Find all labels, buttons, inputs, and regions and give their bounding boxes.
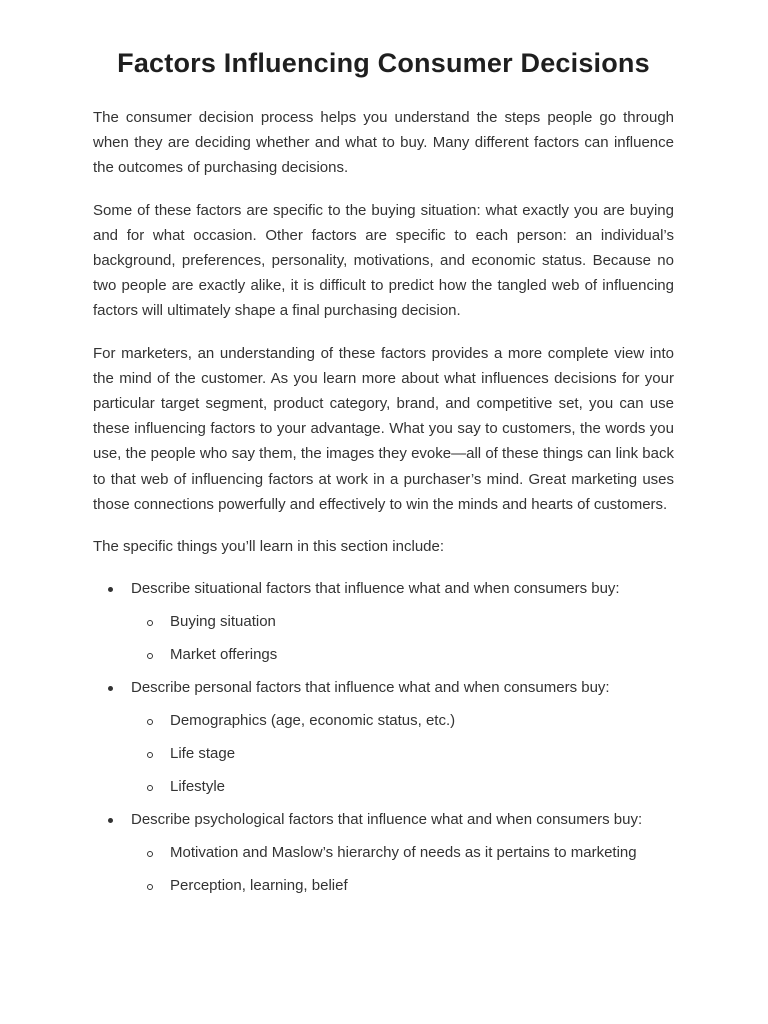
sublist-item-label: Perception, learning, belief [170, 877, 348, 895]
circle-bullet-icon [147, 719, 153, 725]
sublist [131, 708, 674, 799]
factors-paragraph: Some of these factors are specific to the buying situation: what exactly you are buying and for what occasion. Other factors are specific to each person: an individual’s background, preferences, personality, motivations, and economic status. Because no two people are exactly alike, it is difficult to predict how the tangled web of influencing factors will ultimately shape a final purchasing decision. [93, 201, 674, 320]
sublist-item [131, 741, 674, 766]
sublist-item [131, 708, 674, 733]
bullet-icon [108, 818, 113, 823]
list-item-personal-factors [93, 675, 674, 799]
circle-bullet-icon [147, 785, 153, 791]
circle-bullet-icon [147, 851, 153, 857]
sublist-item-label: Lifestyle [170, 778, 226, 796]
sublist-item [131, 873, 674, 898]
section-intro-paragraph: The specific things you’ll learn in this section include: [93, 538, 445, 556]
sublist-item-label: Demographics (age, economic status, etc.) [170, 712, 456, 730]
circle-bullet-icon [147, 752, 153, 758]
list-item-psychological-factors [93, 807, 674, 898]
sublist [131, 609, 674, 667]
circle-bullet-icon [147, 653, 153, 659]
learning-objectives-list [93, 576, 674, 898]
sublist-item-label: Buying situation [170, 613, 276, 631]
list-item-label: Describe psychological factors that influence what and when consumers buy: [131, 811, 643, 829]
sublist-item-label: Motivation and Maslow’s hierarchy of needs as it pertains to marketing [170, 844, 637, 862]
sublist [131, 840, 674, 898]
circle-bullet-icon [147, 884, 153, 890]
marketers-paragraph: For marketers, an understanding of these factors provides a more complete view into the mind of the customer. As you learn more about what influences decisions for your particular target segment, product category, brand, and competitive set, you can use these influencing factors to your advantage. What you say to customers, the words you use, the people who say them, the images they evoke—all of these things can link back to that web of influencing factors at work in a purchaser’s mind. Great marketing uses those connections powerfully and effectively to win the minds and hearts of customers. [93, 344, 674, 513]
sublist-item [131, 774, 674, 799]
sublist-item-label: Market offerings [170, 646, 278, 664]
circle-bullet-icon [147, 620, 153, 626]
sublist-item [131, 609, 674, 634]
document-page [93, 44, 674, 898]
intro-paragraph: The consumer decision process helps you understand the steps people go through when they are deciding whether and what to buy. Many different factors can influence the outcomes of purchasing decisions. [93, 109, 674, 177]
bullet-icon [108, 587, 113, 592]
list-item-situational-factors [93, 576, 674, 667]
list-item-label: Describe situational factors that influence what and when consumers buy: [131, 580, 620, 598]
sublist-item-label: Life stage [170, 745, 236, 763]
document-title: Factors Influencing Consumer Decisions [117, 48, 650, 78]
sublist-item [131, 642, 674, 667]
sublist-item [131, 840, 674, 865]
bullet-icon [108, 686, 113, 691]
list-item-label: Describe personal factors that influence what and when consumers buy: [131, 679, 610, 697]
